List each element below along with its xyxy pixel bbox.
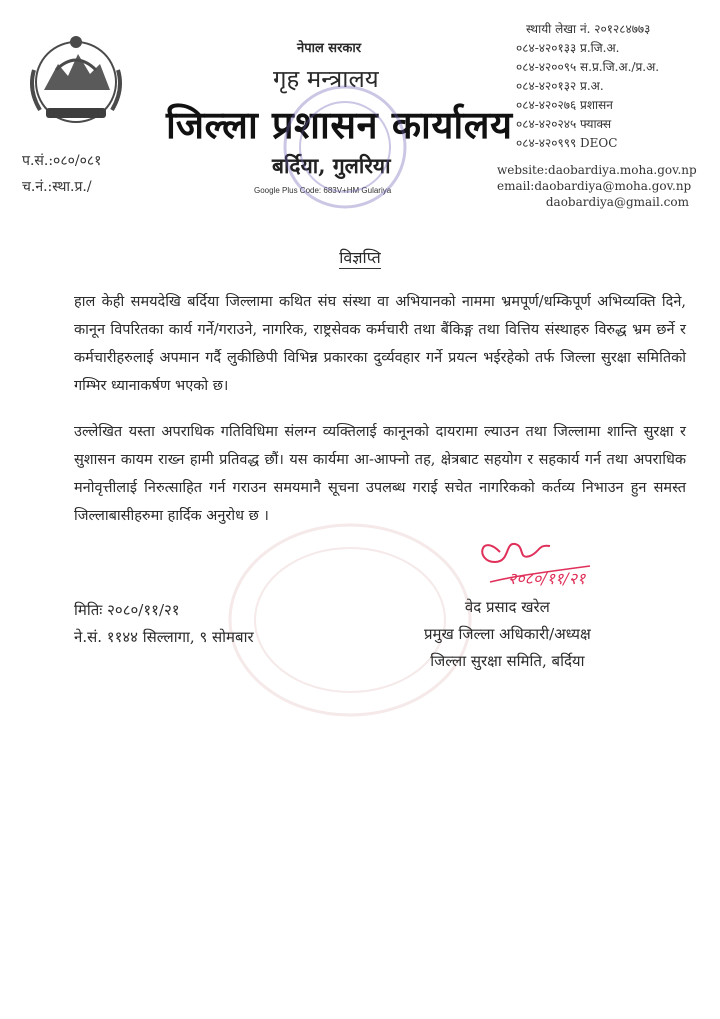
signer-name: वेद प्रसाद खरेल (464, 598, 550, 616)
date-block (74, 597, 254, 651)
signatory-block (424, 594, 591, 675)
government-name: नेपाल सरकार (297, 41, 362, 56)
notice-title-text: विज्ञप्ति (339, 248, 381, 267)
contact-line: ०८४-४२०१३३ प्र.जि.अ. (516, 41, 620, 55)
office-location: बर्दिया, गुलरिया (272, 153, 391, 178)
contact-line: ०८४-४२०२४५ फ्याक्स (516, 117, 612, 131)
date-ns: ने.सं. ११४४ सिल्लागा, ९ सोमबार (74, 628, 254, 646)
contact-line: ०८४-४२०९९९ DEOC (516, 136, 618, 150)
signer-committee: जिल्ला सुरक्षा समिति, बर्दिया (430, 652, 585, 670)
dispatch-number: च.नं.:स्था.प्र./ (22, 179, 92, 195)
office-name: जिल्ला प्रशासन कार्यालय (166, 102, 513, 147)
office-stamp-icon (270, 72, 420, 222)
web-contact (497, 162, 697, 210)
contact-block (516, 20, 659, 153)
notice-title (0, 246, 720, 268)
signature-date: २०८०/११/२१ (508, 569, 586, 588)
body-paragraph-2: उल्लेखित यस्ता अपराधिक गतिविधिमा संलग्न व्यक्तिलाई कानूनको दायरामा ल्याउन तथा जिल्लामा शान्ति सुरक्षा र सुशासन कायम राख्न हामी प्रतिवद्ध छौं। यस कार्यमा आ-आफ्नो तह, क्षेत्रबाट सहयोग र सहकार्य गर्न तथा अपराधिक मनोवृत्तीलाई निरुत्साहित गर्न गराउन समयमानै सूचना उपलब्ध गराई सचेत नागरिकको कर्तव्य निभाउन हुन समस्त जिल्लाबासीहरुमा हार्दिक अनुरोध छ । (74, 424, 686, 524)
contact-line: ०८४-४२०१३२ प्र.अ. (516, 79, 604, 93)
letter-number: प.सं.:०८०/०८१ (22, 153, 102, 169)
handwritten-signature-icon (470, 522, 610, 592)
contact-line: ०८४-४२००९५ स.प्र.जि.अ./प्र.अ. (516, 60, 660, 74)
email-primary: email:daobardiya@moha.gov.np (497, 179, 692, 193)
date-bs: मितिः २०८०/११/२१ (74, 601, 180, 619)
reference-numbers (22, 148, 101, 200)
contact-line: ०८४-४२०२७६ प्रशासन (516, 98, 613, 112)
website: website:daobardiya.moha.gov.np (497, 163, 697, 177)
nepal-emblem-icon (26, 30, 126, 130)
google-plus-code: Google Plus Code: 683V+HM Gulariya (254, 186, 392, 195)
account-number: स्थायी लेखा नं. २०१२८४७७३ (526, 22, 651, 36)
ministry-name: गृह मन्त्रालय (273, 65, 379, 93)
email-secondary: daobardiya@gmail.com (545, 195, 689, 209)
signer-role: प्रमुख जिल्ला अधिकारी/अध्यक्ष (424, 625, 591, 643)
body-paragraph-1: हाल केही समयदेखि बर्दिया जिल्लामा कथित संघ संस्था वा अभियानको नाममा भ्रमपूर्ण/धम्किपूर्ण अभिव्यक्ति दिने, कानून विपरितका कार्य गर्ने/गराउने, नागरिक, राष्ट्रसेवक कर्मचारी तथा बैंकिङ्ग तथा वित्तिय संस्थाहरु विरुद्ध भ्रम छर्ने र कर्मचारीहरुलाई अपमान गर्दै लुकीछिपी विभिन्न प्रकारका दुर्व्यवहार गर्ने प्रयत्न भईरहेको तर्फ जिल्ला सुरक्षा समितिको गम्भिर ध्यानाकर्षण भएको छ। (74, 294, 686, 394)
